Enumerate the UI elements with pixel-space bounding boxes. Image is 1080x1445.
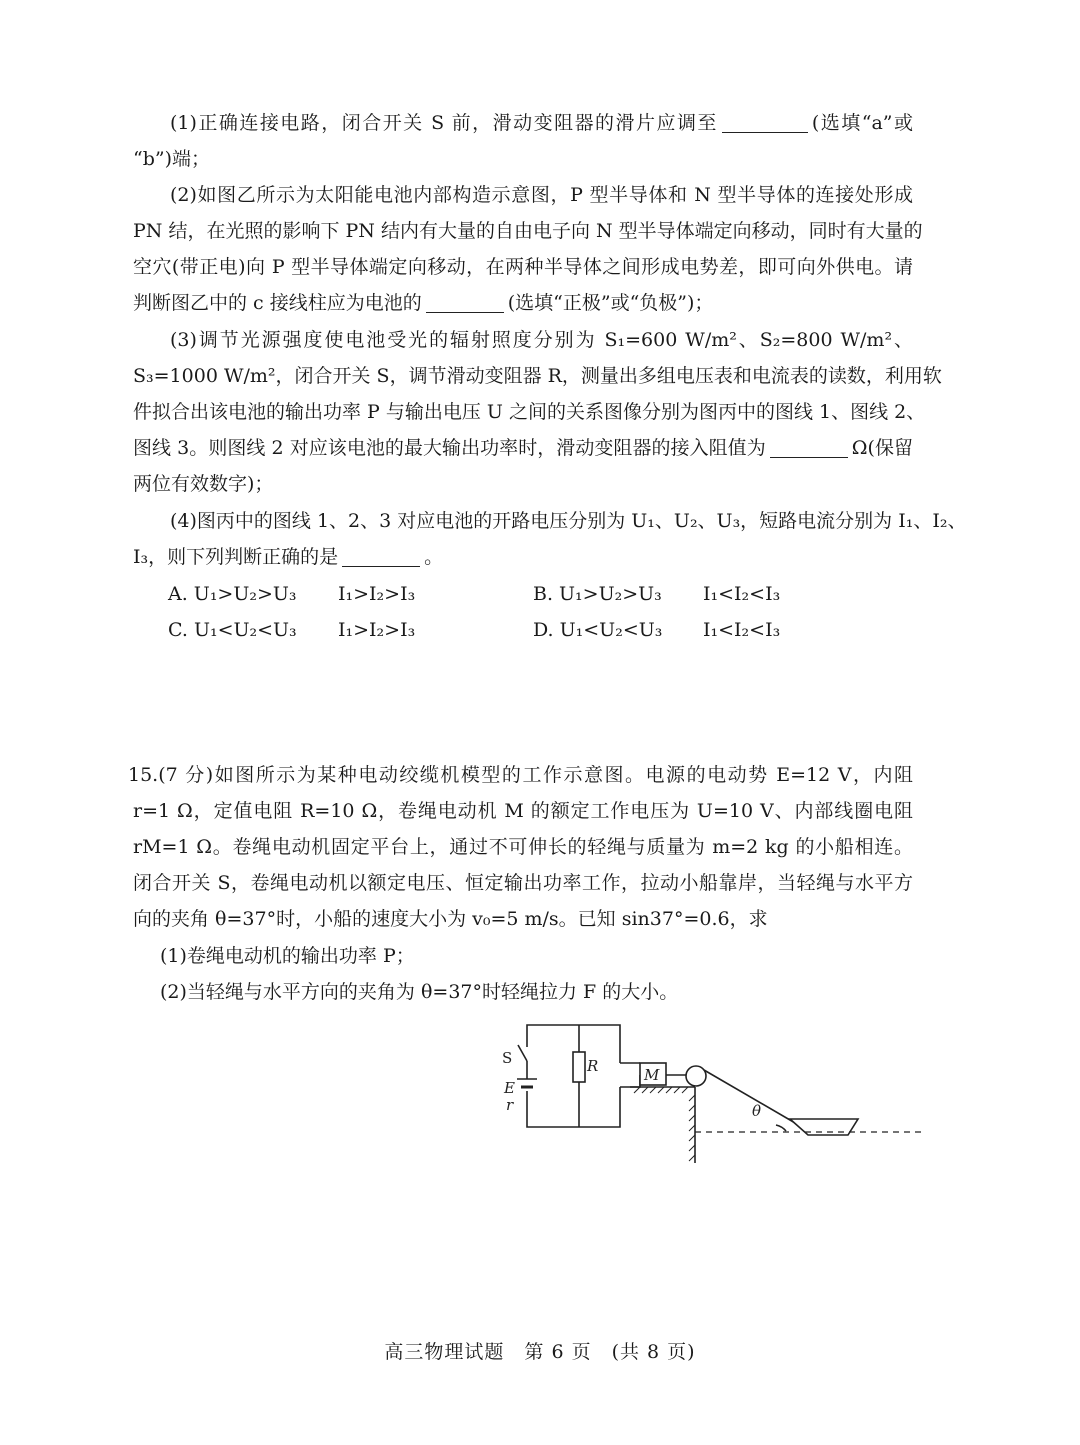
option-c-current: I₁>I₂>I₃ — [338, 619, 416, 641]
answer-blank — [770, 435, 848, 458]
answer-blank — [342, 544, 420, 567]
winch-circuit-figure — [490, 1015, 930, 1170]
angle-label: θ — [752, 1102, 762, 1120]
boat — [790, 1119, 858, 1135]
q14-part2-line1: (2)如图乙所示为太阳能电池内部构造示意图，P 型半导体和 N 型半导体的连接处形成 — [170, 184, 913, 206]
option-a-current: I₁>I₂>I₃ — [338, 583, 416, 605]
q15-line5: 向的夹角 θ=37°时，小船的速度大小为 v₀=5 m/s。已知 sin37°=0.6，求 — [133, 908, 768, 930]
emf-label: E — [504, 1079, 515, 1097]
option-d-current: I₁<I₂<I₃ — [703, 619, 781, 641]
q14-part2-line4: 判断图乙中的 c 接线柱应为电池的 (选填“正极”或“负极”)； — [133, 292, 714, 314]
resistor-box — [573, 1052, 585, 1082]
switch-label: S — [502, 1049, 513, 1067]
angle-arc — [776, 1125, 786, 1131]
q14-part1-line2: “b”)端； — [133, 148, 211, 170]
motor-label: M — [644, 1066, 660, 1084]
q14-part3-line5: 两位有效数字)； — [133, 473, 274, 495]
q14-part3-line2: S₃=1000 W/m²，闭合开关 S，调节滑动变阻器 R，测量出多组电压表和电流表的读数，利用软 — [133, 365, 942, 387]
option-c-voltage: C. U₁<U₂<U₃ — [168, 619, 297, 641]
resistor-label: R — [587, 1057, 599, 1075]
option-a-voltage: A. U₁>U₂>U₃ — [168, 583, 297, 605]
q15-line4: 闭合开关 S，卷绳电动机以额定电压、恒定输出功率工作，拉动小船靠岸，当轻绳与水平方 — [133, 872, 913, 894]
q14-part2-line3: 空穴(带正电)向 P 型半导体端定向移动，在两种半导体之间形成电势差，即可向外供电。请 — [133, 256, 913, 278]
q14-part4-line1: (4)图丙中的图线 1、2、3 对应电池的开路电压分别为 U₁、U₂、U₃，短路电流分别为 I₁、I₂、 — [170, 510, 967, 532]
q14-part1-line1: (1)正确连接电路，闭合开关 S 前，滑动变阻器的滑片应调至 (选填“a”或 — [170, 112, 914, 134]
q14-part3-line1: (3)调节光源强度使电池受光的辐射照度分别为 S₁=600 W/m²、S₂=800 W/m²、 — [170, 329, 913, 351]
q15-line3: rM=1 Ω。卷绳电动机固定平台上，通过不可伸长的轻绳与质量为 m=2 kg 的小船相连。 — [133, 836, 913, 858]
pulley — [686, 1066, 706, 1086]
option-b-voltage: B. U₁>U₂>U₃ — [533, 583, 662, 605]
internal-resistance-label: r — [506, 1096, 514, 1114]
option-d-voltage: D. U₁<U₂<U₃ — [533, 619, 663, 641]
q14-part4-line2: I₃，则下列判断正确的是 。 — [133, 546, 444, 568]
platform-hatching — [634, 1087, 695, 1161]
answer-blank — [722, 110, 808, 133]
q15-subq2: (2)当轻绳与水平方向的夹角为 θ=37°时轻绳拉力 F 的大小。 — [160, 981, 679, 1003]
answer-blank — [426, 290, 504, 313]
q14-part2-line2: PN 结，在光照的影响下 PN 结内有大量的自由电子向 N 型半导体端定向移动，同时有大量的 — [133, 220, 923, 242]
option-b-current: I₁<I₂<I₃ — [703, 583, 781, 605]
q15-line2: r=1 Ω，定值电阻 R=10 Ω，卷绳电动机 M 的额定工作电压为 U=10 V、内部线圈电阻 — [133, 800, 913, 822]
q15-subq1: (1)卷绳电动机的输出功率 P； — [160, 945, 415, 967]
page-footer: 高三物理试题 第 6 页 (共 8 页) — [384, 1341, 696, 1363]
q15-line1: 15.(7 分)如图所示为某种电动绞缆机模型的工作示意图。电源的电动势 E=12 V，内阻 — [128, 764, 913, 786]
motor-wires — [620, 1063, 640, 1087]
q14-part3-line4: 图线 3。则图线 2 对应该电池的最大输出功率时，滑动变阻器的接入阻值为 Ω(保留 — [133, 437, 913, 459]
q14-part3-line3: 件拟合出该电池的输出功率 P 与输出电压 U 之间的关系图像分别为图丙中的图线 1、图线 2、 — [133, 401, 926, 423]
